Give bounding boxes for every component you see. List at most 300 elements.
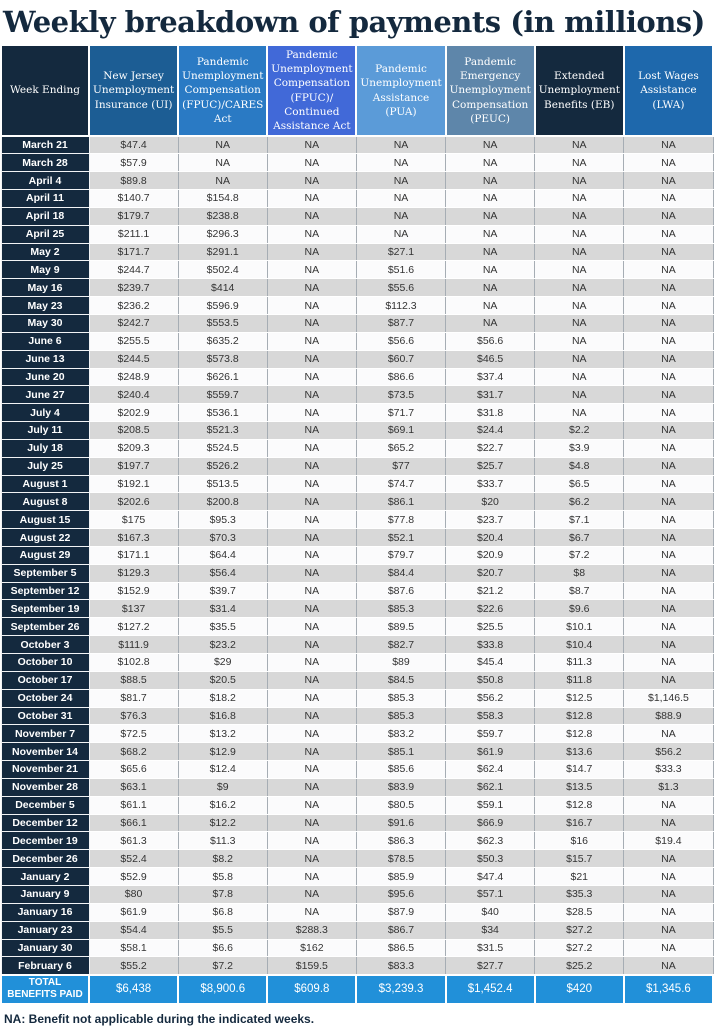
column-header-0: Week Ending (1, 45, 89, 136)
value-cell: $248.9 (89, 368, 178, 386)
value-cell: $61.9 (446, 743, 535, 761)
value-cell: $7.8 (178, 885, 267, 903)
week-label: June 27 (1, 386, 89, 404)
value-cell: $54.4 (89, 921, 178, 939)
week-label: July 11 (1, 422, 89, 440)
value-cell: NA (267, 190, 356, 208)
value-cell: NA (535, 297, 624, 315)
week-label: December 5 (1, 796, 89, 814)
value-cell: $47.4 (89, 136, 178, 154)
table-row (1, 439, 713, 457)
value-cell: $25.2 (535, 957, 624, 975)
value-cell: $60.7 (356, 350, 445, 368)
value-cell: NA (624, 885, 713, 903)
value-cell: NA (624, 671, 713, 689)
value-cell: $5.5 (178, 921, 267, 939)
column-header-4: Pandemic Unemployment Assistance (PUA) (356, 45, 445, 136)
value-cell: $526.2 (178, 457, 267, 475)
value-cell: NA (446, 225, 535, 243)
value-cell: $28.5 (535, 903, 624, 921)
value-cell: $5.8 (178, 868, 267, 886)
table-row (1, 636, 713, 654)
value-cell: NA (356, 136, 445, 154)
table-row (1, 921, 713, 939)
value-cell: NA (624, 404, 713, 422)
value-cell: $22.6 (446, 600, 535, 618)
week-label: December 26 (1, 850, 89, 868)
value-cell: NA (446, 154, 535, 172)
value-cell: NA (624, 243, 713, 261)
total-row (1, 975, 713, 1004)
value-cell: $39.7 (178, 582, 267, 600)
value-cell: $211.1 (89, 225, 178, 243)
value-cell: NA (446, 243, 535, 261)
week-label: May 30 (1, 314, 89, 332)
page-title: Weekly breakdown of payments (in millions) (3, 5, 705, 39)
value-cell: NA (535, 386, 624, 404)
table-row (1, 689, 713, 707)
value-cell: $62.3 (446, 832, 535, 850)
value-cell: $56.4 (178, 564, 267, 582)
value-cell: $88.9 (624, 707, 713, 725)
value-cell: NA (267, 671, 356, 689)
table-row (1, 939, 713, 957)
table-row (1, 261, 713, 279)
value-cell: $238.8 (178, 207, 267, 225)
value-cell: $56.6 (356, 332, 445, 350)
value-cell: $553.5 (178, 314, 267, 332)
value-cell: NA (446, 136, 535, 154)
value-cell: $73.5 (356, 386, 445, 404)
week-label: October 10 (1, 654, 89, 672)
value-cell: NA (624, 903, 713, 921)
value-cell: NA (267, 350, 356, 368)
value-cell: NA (267, 903, 356, 921)
week-label: March 28 (1, 154, 89, 172)
week-label: January 23 (1, 921, 89, 939)
value-cell: $255.5 (89, 332, 178, 350)
table-row (1, 761, 713, 779)
value-cell: $86.6 (356, 368, 445, 386)
value-cell: $10.4 (535, 636, 624, 654)
value-cell: $20.4 (446, 529, 535, 547)
value-cell: $20 (446, 493, 535, 511)
value-cell: $45.4 (446, 654, 535, 672)
value-cell: $242.7 (89, 314, 178, 332)
week-label: April 4 (1, 172, 89, 190)
table-row (1, 618, 713, 636)
value-cell: NA (356, 207, 445, 225)
value-cell: $171.7 (89, 243, 178, 261)
value-cell: $85.3 (356, 689, 445, 707)
table-row (1, 422, 713, 440)
column-header-3: Pandemic Unemployment Compensation (FPUC)/ Continued Assistance Act (267, 45, 356, 136)
week-label: October 3 (1, 636, 89, 654)
value-cell: $13.6 (535, 743, 624, 761)
value-cell: $521.3 (178, 422, 267, 440)
value-cell: $35.3 (535, 885, 624, 903)
value-cell: NA (624, 636, 713, 654)
value-cell: NA (267, 654, 356, 672)
value-cell: NA (267, 618, 356, 636)
value-cell: NA (535, 350, 624, 368)
value-cell: $12.5 (535, 689, 624, 707)
value-cell: NA (535, 332, 624, 350)
value-cell: $31.8 (446, 404, 535, 422)
table-footer (1, 975, 713, 1004)
value-cell: $513.5 (178, 475, 267, 493)
value-cell: $80.5 (356, 796, 445, 814)
value-cell: $626.1 (178, 368, 267, 386)
value-cell: $65.6 (89, 761, 178, 779)
value-cell: $137 (89, 600, 178, 618)
table-row (1, 279, 713, 297)
value-cell: $536.1 (178, 404, 267, 422)
value-cell: $140.7 (89, 190, 178, 208)
table-row (1, 654, 713, 672)
table-row (1, 243, 713, 261)
value-cell: $159.5 (267, 957, 356, 975)
value-cell: NA (624, 332, 713, 350)
table-row (1, 796, 713, 814)
value-cell: NA (446, 190, 535, 208)
value-cell: $291.1 (178, 243, 267, 261)
value-cell: $18.2 (178, 689, 267, 707)
value-cell: NA (267, 457, 356, 475)
table-row (1, 832, 713, 850)
value-cell: $162 (267, 939, 356, 957)
value-cell: $66.9 (446, 814, 535, 832)
value-cell: $27.2 (535, 921, 624, 939)
value-cell: NA (624, 225, 713, 243)
value-cell: NA (535, 279, 624, 297)
value-cell: NA (624, 439, 713, 457)
value-cell: $7.2 (178, 957, 267, 975)
value-cell: $31.7 (446, 386, 535, 404)
value-cell: NA (267, 207, 356, 225)
value-cell: NA (267, 761, 356, 779)
value-cell: $12.9 (178, 743, 267, 761)
value-cell: $55.6 (356, 279, 445, 297)
table-row (1, 600, 713, 618)
value-cell: NA (267, 689, 356, 707)
value-cell: NA (267, 475, 356, 493)
value-cell: NA (267, 386, 356, 404)
value-cell: $12.8 (535, 707, 624, 725)
table-row (1, 207, 713, 225)
week-label: July 4 (1, 404, 89, 422)
value-cell: NA (624, 921, 713, 939)
table-row (1, 707, 713, 725)
value-cell: $87.7 (356, 314, 445, 332)
value-cell: $11.3 (178, 832, 267, 850)
value-cell: $21.2 (446, 582, 535, 600)
week-label: June 13 (1, 350, 89, 368)
value-cell: $35.5 (178, 618, 267, 636)
value-cell: $37.4 (446, 368, 535, 386)
week-label: August 22 (1, 529, 89, 547)
value-cell: $59.1 (446, 796, 535, 814)
value-cell: NA (267, 885, 356, 903)
column-header-2: Pandemic Unemployment Compensation (FPUC)/CARES Act (178, 45, 267, 136)
value-cell: $34 (446, 921, 535, 939)
value-cell: $202.6 (89, 493, 178, 511)
value-cell: NA (267, 564, 356, 582)
value-cell: NA (624, 493, 713, 511)
value-cell: $12.8 (535, 796, 624, 814)
value-cell: $72.5 (89, 725, 178, 743)
value-cell: $81.7 (89, 689, 178, 707)
value-cell: $240.4 (89, 386, 178, 404)
table-row (1, 190, 713, 208)
value-cell: $56.2 (446, 689, 535, 707)
value-cell: $154.8 (178, 190, 267, 208)
value-cell: NA (624, 314, 713, 332)
value-cell: NA (624, 850, 713, 868)
week-label: October 17 (1, 671, 89, 689)
value-cell: $167.3 (89, 529, 178, 547)
value-cell: NA (267, 136, 356, 154)
value-cell: $152.9 (89, 582, 178, 600)
value-cell: $87.9 (356, 903, 445, 921)
table-row (1, 743, 713, 761)
value-cell: NA (624, 582, 713, 600)
value-cell: $1.3 (624, 778, 713, 796)
value-cell: $6.8 (178, 903, 267, 921)
value-cell: $6.7 (535, 529, 624, 547)
week-label: January 2 (1, 868, 89, 886)
table-row (1, 457, 713, 475)
value-cell: NA (356, 190, 445, 208)
value-cell: NA (267, 529, 356, 547)
value-cell: NA (624, 350, 713, 368)
value-cell: $46.5 (446, 350, 535, 368)
week-label: December 19 (1, 832, 89, 850)
value-cell: NA (267, 796, 356, 814)
value-cell: $23.2 (178, 636, 267, 654)
value-cell: NA (535, 172, 624, 190)
value-cell: $414 (178, 279, 267, 297)
header-row (1, 45, 713, 136)
value-cell: $171.1 (89, 546, 178, 564)
value-cell: $31.5 (446, 939, 535, 957)
value-cell: $23.7 (446, 511, 535, 529)
value-cell: NA (267, 832, 356, 850)
value-cell: $25.5 (446, 618, 535, 636)
week-label: September 12 (1, 582, 89, 600)
value-cell: $20.7 (446, 564, 535, 582)
value-cell: $244.7 (89, 261, 178, 279)
value-cell: $58.3 (446, 707, 535, 725)
value-cell: $86.1 (356, 493, 445, 511)
value-cell: NA (535, 368, 624, 386)
value-cell: $85.1 (356, 743, 445, 761)
value-cell: NA (624, 422, 713, 440)
footnote: NA: Benefit not applicable during the indicated weeks. (4, 1011, 315, 1026)
value-cell: $7.2 (535, 546, 624, 564)
table-row (1, 957, 713, 975)
value-cell: $179.7 (89, 207, 178, 225)
value-cell: NA (446, 261, 535, 279)
value-cell: NA (267, 850, 356, 868)
value-cell: $86.7 (356, 921, 445, 939)
value-cell: NA (624, 136, 713, 154)
week-label: July 25 (1, 457, 89, 475)
value-cell: $6.2 (535, 493, 624, 511)
value-cell: $208.5 (89, 422, 178, 440)
value-cell: $57.1 (446, 885, 535, 903)
table-row (1, 493, 713, 511)
value-cell: NA (267, 368, 356, 386)
value-cell: $50.3 (446, 850, 535, 868)
value-cell: $20.5 (178, 671, 267, 689)
value-cell: $86.5 (356, 939, 445, 957)
value-cell: $95.3 (178, 511, 267, 529)
table-row (1, 778, 713, 796)
value-cell: $59.7 (446, 725, 535, 743)
value-cell: NA (267, 154, 356, 172)
value-cell: NA (178, 136, 267, 154)
value-cell: $16.7 (535, 814, 624, 832)
table-row (1, 136, 713, 154)
value-cell: NA (624, 796, 713, 814)
value-cell: $63.1 (89, 778, 178, 796)
table-row (1, 850, 713, 868)
value-cell: $85.6 (356, 761, 445, 779)
value-cell: $8.2 (178, 850, 267, 868)
week-label: November 28 (1, 778, 89, 796)
value-cell: $2.2 (535, 422, 624, 440)
week-label: March 21 (1, 136, 89, 154)
value-cell: NA (624, 564, 713, 582)
value-cell: NA (624, 172, 713, 190)
value-cell: $77.8 (356, 511, 445, 529)
value-cell: NA (624, 511, 713, 529)
value-cell: $236.2 (89, 297, 178, 315)
value-cell: NA (446, 279, 535, 297)
value-cell: $13.2 (178, 725, 267, 743)
total-label: TOTAL BENEFITS PAID (1, 975, 89, 1004)
week-label: February 6 (1, 957, 89, 975)
value-cell: NA (624, 368, 713, 386)
value-cell: NA (535, 261, 624, 279)
value-cell: NA (267, 814, 356, 832)
value-cell: $84.5 (356, 671, 445, 689)
value-cell: NA (267, 243, 356, 261)
table-header (1, 45, 713, 136)
value-cell: $40 (446, 903, 535, 921)
value-cell: NA (356, 225, 445, 243)
value-cell: NA (535, 190, 624, 208)
week-label: November 14 (1, 743, 89, 761)
table-row (1, 868, 713, 886)
value-cell: $244.5 (89, 350, 178, 368)
value-cell: $27.1 (356, 243, 445, 261)
value-cell: $83.2 (356, 725, 445, 743)
value-cell: $78.5 (356, 850, 445, 868)
value-cell: NA (267, 314, 356, 332)
value-cell: $192.1 (89, 475, 178, 493)
value-cell: NA (624, 939, 713, 957)
week-label: November 21 (1, 761, 89, 779)
value-cell: $12.8 (535, 725, 624, 743)
week-label: August 29 (1, 546, 89, 564)
value-cell: NA (356, 172, 445, 190)
value-cell: NA (624, 279, 713, 297)
week-label: July 18 (1, 439, 89, 457)
value-cell: NA (267, 636, 356, 654)
table-row (1, 582, 713, 600)
value-cell: NA (267, 439, 356, 457)
value-cell: NA (624, 654, 713, 672)
table-row (1, 814, 713, 832)
value-cell: $127.2 (89, 618, 178, 636)
value-cell: NA (535, 404, 624, 422)
value-cell: $85.3 (356, 600, 445, 618)
value-cell: $573.8 (178, 350, 267, 368)
week-label: September 5 (1, 564, 89, 582)
value-cell: $16.2 (178, 796, 267, 814)
value-cell: NA (624, 207, 713, 225)
table-row (1, 404, 713, 422)
value-cell: NA (267, 743, 356, 761)
value-cell: $197.7 (89, 457, 178, 475)
value-cell: NA (267, 422, 356, 440)
value-cell: $56.6 (446, 332, 535, 350)
week-label: October 24 (1, 689, 89, 707)
value-cell: $83.9 (356, 778, 445, 796)
value-cell: $83.3 (356, 957, 445, 975)
value-cell: $74.7 (356, 475, 445, 493)
value-cell: $82.7 (356, 636, 445, 654)
value-cell: $21 (535, 868, 624, 886)
value-cell: NA (267, 868, 356, 886)
value-cell: $11.8 (535, 671, 624, 689)
value-cell: NA (535, 154, 624, 172)
table-row (1, 225, 713, 243)
value-cell: NA (624, 297, 713, 315)
value-cell: $25.7 (446, 457, 535, 475)
value-cell: NA (446, 172, 535, 190)
value-cell: NA (267, 511, 356, 529)
value-cell: $6.5 (535, 475, 624, 493)
table-row (1, 546, 713, 564)
value-cell: $9 (178, 778, 267, 796)
value-cell: $16 (535, 832, 624, 850)
week-label: May 23 (1, 297, 89, 315)
value-cell: $95.6 (356, 885, 445, 903)
value-cell: NA (624, 868, 713, 886)
column-header-1: New Jersey Unemployment Insurance (UI) (89, 45, 178, 136)
value-cell: $209.3 (89, 439, 178, 457)
value-cell: $27.2 (535, 939, 624, 957)
value-cell: $71.7 (356, 404, 445, 422)
value-cell: $202.9 (89, 404, 178, 422)
value-cell: NA (535, 314, 624, 332)
table-row (1, 671, 713, 689)
value-cell: $80 (89, 885, 178, 903)
value-cell: $502.4 (178, 261, 267, 279)
value-cell: NA (267, 225, 356, 243)
value-cell: $70.3 (178, 529, 267, 547)
value-cell: $50.8 (446, 671, 535, 689)
value-cell: $15.7 (535, 850, 624, 868)
week-label: April 18 (1, 207, 89, 225)
value-cell: NA (624, 154, 713, 172)
value-cell: $14.7 (535, 761, 624, 779)
value-cell: $89.8 (89, 172, 178, 190)
value-cell: NA (535, 243, 624, 261)
